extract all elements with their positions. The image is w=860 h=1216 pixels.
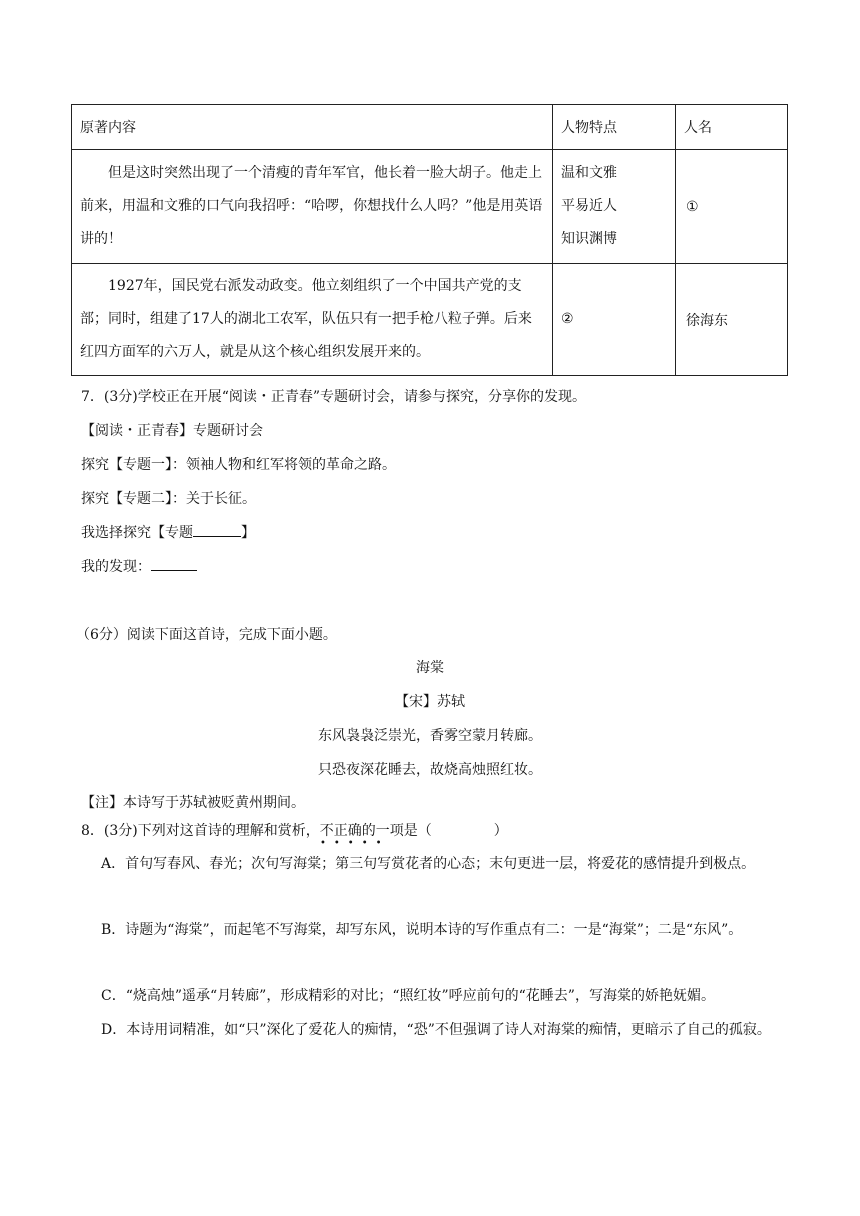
poem-line-1: 东风袅袅泛崇光，香雾空蒙月转廊。 (318, 728, 542, 744)
q8-stem-after: 一项是（ (375, 823, 432, 839)
q7-choose-suffix: 】 (241, 525, 255, 541)
character-table (71, 104, 788, 376)
row1-content (72, 150, 553, 264)
q7-finding-line (81, 556, 197, 576)
poem-intro: （6分）阅读下面这首诗，完成下面小题。 (76, 627, 337, 643)
poem-note: 【注】本诗写于苏轼被贬黄州期间。 (81, 795, 305, 811)
row1-traits (553, 150, 676, 264)
emphasis-dots: ••••• (320, 838, 390, 849)
finding-blank[interactable] (151, 556, 197, 571)
q7-finding-label: 我的发现： (81, 559, 151, 575)
q7-choose-line (81, 522, 255, 542)
q8-stem-close: ） (493, 823, 508, 839)
table-row (72, 264, 788, 376)
q8-stem-emphasis: 不正确的 (319, 823, 376, 839)
table-row (72, 150, 788, 264)
trait-item: 平易近人 (561, 198, 617, 214)
topic-blank[interactable] (193, 522, 241, 537)
trait-item: 知识渊博 (561, 231, 617, 247)
q8-option-b[interactable]: B．诗题为“海棠”，而起笔不写海棠，却写东风，说明本诗的写作重点有二：一是“海棠”；二是“东风”。 (101, 922, 743, 938)
trait-item: ② (561, 311, 574, 327)
row2-content-text: 1927年，国民党右派发动政变。他立刻组织了一个中国共产党的支部；同时，组建了17人的湖北工农军，队伍只有一把手枪八粒子弹。后来红四方面军的六万人，就是从这个核心组织发展开来的。 (80, 278, 532, 360)
q7-topic2: 探究【专题二】：关于长征。 (81, 491, 256, 507)
table-header-row (72, 105, 788, 150)
q8-option-c[interactable]: C．“烧高烛”遥承“月转廊”，形成精彩的对比；“照红妆”呼应前句的“花睡去”，写海棠的娇艳妩媚。 (101, 988, 715, 1004)
q8-stem (81, 820, 508, 840)
trait-item: 温和文雅 (561, 165, 617, 181)
header-content: 原著内容 (72, 105, 553, 150)
q7-choose-prefix: 我选择探究【专题 (81, 525, 193, 541)
row2-name: 徐海东 (676, 264, 788, 376)
q8-stem-before: 8．(3分)下列对这首诗的理解和赏析， (81, 823, 320, 839)
q7-stem: 7．(3分)学校正在开展“阅读・正青春”专题研讨会，请参与探究，分享你的发现。 (81, 389, 587, 405)
poem-author: 【宋】苏轼 (395, 694, 465, 710)
q8-option-a[interactable]: A．首句写春风、春光；次句写海棠；第三句写赏花者的心态；末句更进一层，将爱花的感情提升到极点。 (101, 856, 756, 872)
row2-content (72, 264, 553, 376)
q7-title: 【阅读・正青春】专题研讨会 (81, 423, 263, 439)
q8-option-d[interactable]: D．本诗用词精准，如“只”深化了爱花人的痴情，“恐”不但强调了诗人对海棠的痴情，更暗示了自己的孤寂。 (101, 1022, 771, 1038)
poem-line-2: 只恐夜深花睡去，故烧高烛照红妆。 (318, 762, 542, 778)
q7-topic1: 探究【专题一】：领袖人物和红军将领的革命之路。 (81, 457, 396, 473)
header-traits: 人物特点 (553, 105, 676, 150)
row1-content-text: 但是这时突然出现了一个清瘦的青年军官，他长着一脸大胡子。他走上前来，用温和文雅的口气向我招呼：“哈啰，你想找什么人吗？”他是用英语讲的！ (80, 165, 543, 247)
row1-name: ① (676, 150, 788, 264)
header-name: 人名 (676, 105, 788, 150)
poem-title: 海棠 (416, 660, 444, 676)
row2-traits (553, 264, 676, 376)
